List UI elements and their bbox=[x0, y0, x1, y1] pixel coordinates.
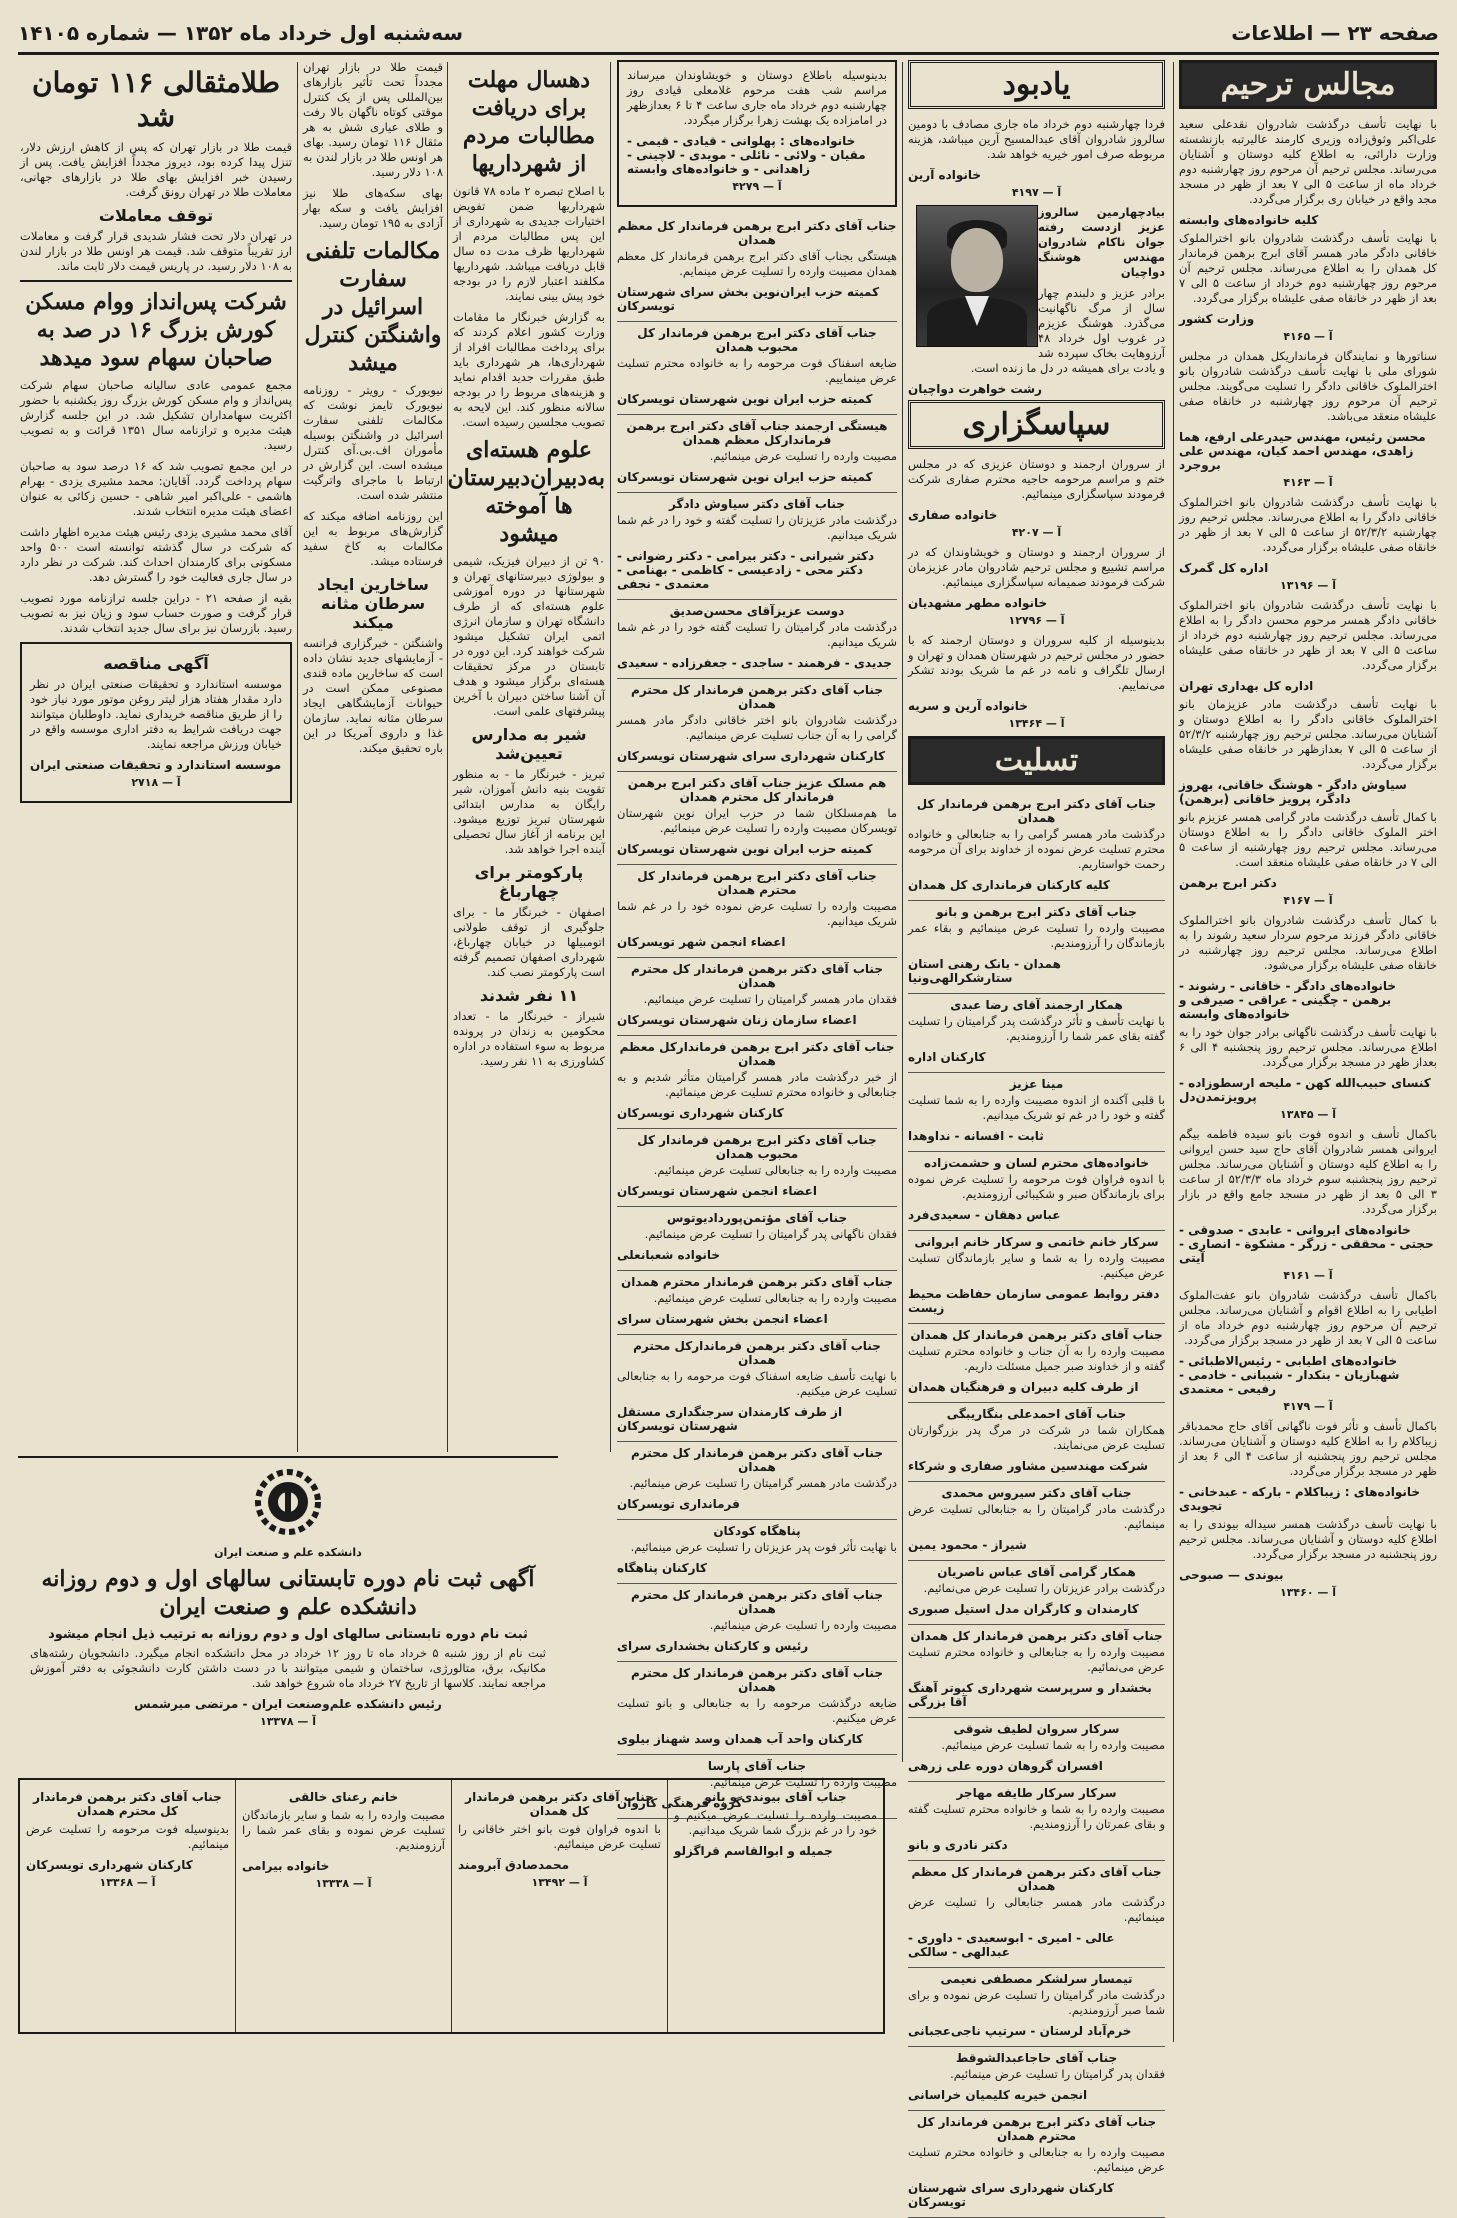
condolence-notice bbox=[908, 1968, 1165, 2047]
condolence-notice bbox=[908, 1073, 1165, 1152]
headline-gold: طلامثقالی ۱۱۶ تومان شد bbox=[32, 66, 280, 133]
notice-code: آ — ۱۳۱۹۶ bbox=[1279, 579, 1336, 592]
condolence-signature: کارکنان واحد آب همدان وسد شهناز بیلوی bbox=[617, 1732, 864, 1746]
column-rule bbox=[1173, 62, 1174, 2042]
portrait-photo bbox=[916, 205, 1038, 347]
condolence-title: جناب آقای دکتر ابرج برهمن فرماندار کل محبوب همدان bbox=[637, 326, 877, 354]
bottom-condolence-row bbox=[18, 1778, 885, 2034]
condolence-notice bbox=[617, 1520, 897, 1584]
notice-signature: سیاوش دادگر - هوشنگ خاقانی، بهروز دادگر، پرویز خاقانی (برهمن) bbox=[1179, 778, 1407, 806]
condolence-notice bbox=[617, 772, 897, 865]
tender-text: موسسه استاندارد و تحقیقات صنعتی ایران در نظر دارد مقدار هفتاد هزار لیتر روغن موتور مورد نیاز خود را از طریق مناقصه خریداری نماید. داوطلبان میتوانند جهت دریافت شرایط به دفتر اداری موسسه واقع در خیابان ورزش مراجعه نمایند. bbox=[30, 677, 282, 751]
condolence-signature: جمیله و ابوالقاسم قراگزلو bbox=[674, 1844, 833, 1858]
condolence-text: همکاران شما در شرکت در مرگ پدر بزرگوارتان تسلیت عرض می‌نمایند. bbox=[908, 1423, 1165, 1452]
condolence-signature: عالی - امیری - ابوسعیدی - داوری - عبدالهی - سالکی bbox=[908, 1931, 1115, 1959]
condolence-notice bbox=[617, 493, 897, 600]
condolence-title: جناب آقای دکتر برهمن فرماندار کل همدان bbox=[910, 1629, 1163, 1643]
notice-text: با نهایت تأسف درگذشت شادروان بانو اخترالملوک خاقانی دادگر همسر مرحوم محسن دادگر را به اطلاع می‌رساند. مجلس ترحیم روز چهارشنبه دوم خرداد از ساعت ۵ الی ۷ بعد از ظهر در خانقاه صفی علیشاه برگزار می‌گردد. bbox=[1179, 598, 1437, 672]
condolence-signature: فرمانداری تویسرکان bbox=[617, 1497, 740, 1511]
notice-signature: اداره کل بهداری تهران bbox=[1179, 679, 1314, 693]
column-news-world bbox=[303, 60, 443, 1450]
university-registration-ad bbox=[18, 1456, 558, 1774]
notice-signature: خانواده‌های : زیبا‌کلام - بارکه - عبدخانی - تجویدی bbox=[1179, 1485, 1421, 1513]
condolence-text: فقدان پدر گرامیتان را تسلیت عرض مینمائیم. bbox=[950, 2067, 1165, 2081]
condolence-notice bbox=[617, 679, 897, 772]
condolence-notice bbox=[908, 901, 1165, 994]
article-text: ۹۰ تن از دبیران فیزیک، شیمی و بیولوژی‌ دبیرستانهای تهران و شهرستانها در دوره آموزشی علوم هسته‌ای که از طرف دانشگاه تهران و سازمان انرژی اتمی ایران تشکیل میشود شرکت خواهند کرد. این دوره در تابستان در مرکز تحقیقات هسته‌ای برگزار میشود و هدف آن آشنا ساختن دبیران با آخرین پیشرفتهای علمی است. bbox=[453, 554, 605, 718]
condolence-notice bbox=[908, 793, 1165, 901]
banner-thanks: سپاسگزاری bbox=[908, 400, 1165, 449]
notice-text: بدینوسیله از کلیه سروران و دوستان ارجمند که با حضور در مجلس ترحیم در شهرستان همدان و تهران و ارسال تلگراف و نامه در غم ما شریک بودند تشکر می‌نماییم. bbox=[908, 633, 1165, 692]
condolence-title: جناب آقای دکتر برهمن فرماندار کل محترم همدان bbox=[631, 683, 883, 711]
condolence-notice bbox=[908, 1625, 1165, 1718]
condolence-text: با قلبی آکنده از اندوه مصیبت وارده را به شما تسلیت گفته و خود را در غم تو شریک میدانیم. bbox=[908, 1093, 1165, 1122]
condolence-notice bbox=[617, 1662, 897, 1755]
article-text: تبریز - خبرنگار ما - به منظور تقویت بنیه دانش آموزان، شیر رایگان به مدارس ابتدائی شهرستان تبریز توزیع میشود. این برنامه از آغاز سال تحصیلی آینده اجرا خواهد شد. bbox=[453, 767, 605, 856]
condolence-title: جناب آقای پارسا bbox=[707, 1759, 807, 1773]
notice-text: فردا چهارشنبه دوم خرداد ماه جاری مصادف با دومین سالروز شادروان آقای عبدالمسیح آرین میباشد، هزینه مربوطه صرف امور خیریه خواهد شد. bbox=[908, 117, 1165, 161]
notice-signature: خانواده‌های : پهلوانی - قیادی - قیمی - مقیان - ولائی - نائلی - مویدی - لاچینی - زاهدانی - و خانواده‌های وابسته bbox=[627, 134, 866, 176]
article-text: آقای محمد مشیری یزدی رئیس هیئت مدیره اظهار داشت که شرکت در سال گذشته توانسته است ۵۰۰ واحد مسکونی برای کارمندان احداث کند. شرکت در نظر دارد در سال جاری فعالیت خود را گسترش دهد. bbox=[20, 525, 292, 584]
condolence-signature: اعضاء انجمن شهرستان تویسرکان bbox=[617, 1184, 817, 1198]
condolence-signature: ثابت - افسانه - نداوهدا bbox=[908, 1129, 1044, 1143]
condolence-text: با اندوه فراوان فوت بانو اختر خاقانی را تسلیت عرض مینمائیم. bbox=[458, 1822, 661, 1851]
condolence-text: مصیبت وارده را تسلیت عرض مینمائیم. bbox=[709, 449, 897, 463]
condolence-signature: جدیدی - فرهمند - ساجدی - جعفرزاده - سعیدی bbox=[617, 656, 892, 670]
condolence-text: مصیبت وارده را تسلیت عرض میکنیم و خود را در غم بزرگ شما شریک میدانیم. bbox=[674, 1808, 877, 1837]
notice-signature: خانواده‌های دادگر - خاقانی - رشوند - برهمن - چگینی - عراقی - صیرفی و خانواده‌های وابسته bbox=[1179, 979, 1397, 1021]
article-text: بهای سکه‌های طلا نیز افزایش یافت و سکه بهار آزادی به ۱۹۵ تومان رسید. bbox=[303, 186, 443, 230]
condolence-text: مصیبت وارده را به جنابعالی تسلیت عرض مینمائیم. bbox=[653, 1163, 897, 1177]
headline-eleven: ۱۱ نفر شدند bbox=[479, 986, 579, 1005]
condolence-title: هم مسلک عزیز جناب آقای دکتر ابرج برهمن فرماندار کل محترم همدان bbox=[627, 776, 887, 804]
condolence-notice bbox=[617, 1129, 897, 1207]
condolence-text: مصیبت وارده را تسلیت عرض مینمائیم و بقاء عمر بازماندگان را آرزومندیم. bbox=[908, 921, 1165, 950]
condolence-signature: کمیته حزب ایران نوین شهرستان تویسرکان bbox=[617, 392, 873, 406]
condolence-signature: رئیس و کارکنان بخشداری سرای bbox=[617, 1639, 809, 1653]
condolence-text: مصیبت وارده را به شما و سایر بازماندگان تسلیت عرض میکنیم. bbox=[908, 1251, 1165, 1280]
condolence-text: با نهایت تأسف ضایعه اسفناک فوت مرحومه را به جنابعالی تسلیت عرض میکنیم. bbox=[617, 1369, 897, 1398]
condolence-title: سرکار خانم خاتمی و سرکار خانم ابروانی bbox=[914, 1235, 1159, 1249]
tender-ad bbox=[20, 642, 292, 803]
condolence-text: ضایعه درگذشت مرحومه را به جنابعالی و بانو تسلیت عرض میکنیم. bbox=[617, 1696, 897, 1725]
condolence-text: فقدان مادر همسر گرامیتان را تسلیت عرض مینمائیم. bbox=[643, 992, 897, 1006]
condolence-text: درگذشت مادر عزیزتان را تسلیت گفته و خود را در غم شما شریک میدانیم. bbox=[617, 513, 897, 542]
condolence-title: جناب آقای دکتر برهمن فرماندار کل همدان bbox=[465, 1790, 654, 1818]
notice-text: با نهایت تأسف درگذشت شادروان بانو اخترالملوک خاقانی دادگر را به اطلاع می‌رساند. مجلس ترحیم روز چهارشنبه ۵۲/۳/۲ از ساعت ۵ الی ۷ بعد از ظهر در خانقاه صفی علیشاه برگزار می‌گردد. bbox=[1179, 495, 1437, 554]
condolence-signature: خرم‌آباد لرستان - سرتیپ ناجی‌عجبانی bbox=[908, 2024, 1132, 2038]
registration-subhead: ثبت نام دوره تابستانی سالهای اول و دوم روزانه به ترتیب ذیل انجام میشود bbox=[48, 1627, 528, 1642]
notice-signature: خانواده صفاری bbox=[908, 508, 998, 522]
condolence-signature: خانواده شعبانعلی bbox=[617, 1248, 721, 1262]
condolence-signature: افسران گروهان دوره علی زرهی bbox=[908, 1759, 1103, 1773]
condolence-title: جناب آقای احمدعلی بنگاریبگی bbox=[946, 1407, 1127, 1421]
condolence-notice bbox=[617, 415, 897, 493]
notice-text: از سروران ارجمند و دوستان عزیزی که در مجلس ختم و مراسم مرحومه حاجیه محترم صفاری شرکت فرمودند سپاسگزاری مینمائیم. bbox=[908, 457, 1165, 501]
condolence-title: جناب آقای دکتر ابرج برهمن و بانو bbox=[936, 905, 1137, 919]
notice-text: برادر عزیز و دلبندم چهار سال از مرگ ناگهانیت می‌گذرد. هوشنگ عزیزم در غروب اول خرداد ۴۸ آرزوهایت بخاک سپرده شد و یادت برای همیشه در دل ما زنده است. bbox=[970, 286, 1165, 375]
condolence-title: سرکار سروان لطیف شوقی bbox=[953, 1722, 1120, 1736]
condolence-signature: کارکنان شهرداری سرای شهرستان تویسرکان bbox=[908, 2181, 1114, 2209]
condolence-title: جناب آقای دکتر ابرج برهمن فرماندار کل همدان bbox=[916, 797, 1157, 825]
registration-text: ثبت نام از روز شنبه ۵ خرداد ماه تا روز ۱۲ خرداد در محل دانشکده انجام میگیرد. دانشجویان رشته‌های مکانیک، برق، متالورژی، ساختمان و شیمی میتوانند با در دست داشتن کارت دانشجوئی به دفتر آموزش مراجعه نمایند. کلاسها از تاریخ ۲۷ خرداد ماه شروع خواهد شد. bbox=[30, 1646, 546, 1690]
page-header bbox=[18, 14, 1439, 55]
condolence-notice bbox=[617, 958, 897, 1036]
column-mourning bbox=[1179, 60, 1437, 2035]
article-text: نیویورک - رویتر - روزنامه نیویورک تایمز نوشت که مکالمات تلفنی سفارت اسرائیل در واشنگتن بوسیله مأموران اف.بی.آی کنترل میشده است. این گزارش در ارتباط با ماجرای واترگیت منتشر شده است. bbox=[303, 383, 443, 502]
article-text: به گزارش خبرنگار ما مقامات وزارت کشور اعلام کردند که برای پرداخت مطالبات افراد از شهرداری‌ها، هر شهرداری باید طبق مقررات جدید اقدام نماید و هزینه‌های مربوط را در بودجه سالانه منظور کند. این لایحه به تصویب مجلسین رسیده است. bbox=[453, 310, 605, 429]
condolence-signature: همدان - بانک رهنی استان ستارشکرالهی‌ونیا bbox=[908, 957, 1061, 985]
notice-text: باکمال تأسف و اندوه فوت بانو سیده فاطمه بیگم ایروانی همسر شادروان آقای حاج سید حسن ایروانی را به اطلاع کلیه دوستان و آشنایان می‌رساند. مجلس ترحیم روز پنجشنبه سوم خرداد ماه ۵۲/۳/۳ از ساعت ۳ الی ۵ بعد از ظهر در مسجد جامع واقع در بازار برگزار می‌گردد. bbox=[1179, 1127, 1437, 1216]
condolence-text: درگذشت مادر گرامیتان را به جنابعالی تسلیت عرض مینمائیم. bbox=[908, 1502, 1165, 1531]
condolence-title: جناب آقای دکتر برهمن فرماندار کل محترم همدان bbox=[631, 962, 883, 990]
headline-municipal: دهسال مهلت برای دریافت مطالبات مردم از شهرداریها bbox=[462, 67, 596, 177]
condolence-title: جناب آقای دکتر برهمن فرماندار کل همدان bbox=[910, 1328, 1163, 1342]
notice-code: آ — ۴۱۶۱ bbox=[1283, 1269, 1333, 1282]
notice-signature: خانواده‌های ایروانی - عابدی - صدوقی - حجتی - محققی - زرگر - مشکوة - انصاری - آیتی bbox=[1179, 1223, 1434, 1265]
column-rule bbox=[610, 62, 611, 1452]
condolence-notice bbox=[908, 1324, 1165, 1403]
article-text: شیراز - خبرنگار ما - تعداد محکومین به زندان در پرونده مربوط به سوء استفاده در اداره کشاورزی به ۱۱ نفر رسید. bbox=[453, 1009, 605, 1068]
notice-code: آ — ۴۱۶۳ bbox=[1283, 476, 1333, 489]
headline-nuclear: علوم هسته‌ای به‌دبیران‌دبیرستان ها آموخته میشود bbox=[447, 437, 605, 547]
condolence-text: درگذشت مادر همسر جنابعالی را تسلیت عرض مینمائیم. bbox=[908, 1895, 1165, 1924]
condolence-text: از خبر درگذشت مادر همسر گرامیتان متأثر شدیم و به جنابعالی و خانواده محترم تسلیت عرض مینمائیم. bbox=[617, 1070, 897, 1099]
condolence-title: جناب آقای بیوندی و بانو bbox=[704, 1790, 847, 1804]
article-text: در تهران دلار تحت فشار شدیدی قرار گرفت و معاملات ارز تقریباً متوقف شد. قیمت هر اونس طلا در بازار لندن به ۱۰۸ دلار رسید. در پاریس قیمت دلار ثابت ماند. bbox=[20, 229, 292, 273]
condolence-notice bbox=[908, 1403, 1165, 1482]
headline-cyrus-savings: شرکت پس‌انداز ووام مسکن کورش بزرگ ۱۶ در صد به صاحبان سهام سود میدهد bbox=[20, 280, 292, 372]
condolence-title: جناب آقای دکتر برهمن فرماندار محترم همدان bbox=[621, 1275, 893, 1289]
banner-condolence: تسلیت bbox=[908, 736, 1165, 785]
condolence-title: مینا عزیز bbox=[1009, 1077, 1064, 1091]
condolence-text: با اندوه فراوان فوت مرحومه را تسلیت عرض نموده برای بازماندگان صبر و شکیبائی آرزومندیم. bbox=[908, 1172, 1165, 1201]
notice-text: باکمال تأسف درگذشت شادروان بانو عفت‌الملوک اطیابی را به اطلاع اقوام و آشنایان می‌رساند. مجلس ترحیم آن مرحوم روز چهارشنبه دوم خرداد ماه از ساعت ۵ الی ۷ بعد از ظهر در مسجد برگزار می‌گردد. bbox=[1179, 1288, 1437, 1347]
condolence-title: جناب آقای دکتر سیاوش دادگر bbox=[669, 497, 845, 511]
memorial-photo-notice bbox=[908, 205, 1165, 376]
condolence-title: جناب آقای دکتر برهمن فرماندار کل معظم همدان bbox=[911, 1865, 1162, 1893]
headline-israel-embassy: مکالمات تلفنی سفارت اسرائیل در واشنگتن کنترل میشد bbox=[304, 238, 442, 376]
seventh-night-notice bbox=[617, 60, 897, 207]
condolence-title: خانم رعنای خالقی bbox=[288, 1790, 399, 1804]
condolence-title: جناب آقای مؤتمن‌پوردادیوتوس bbox=[666, 1211, 848, 1225]
condolence-text: فقدان ناگهانی پدر گرامیتان را تسلیت عرض مینمائیم. bbox=[644, 1227, 897, 1241]
condolence-notice bbox=[617, 865, 897, 958]
condolence-text: مصیبت وارده را به آن جناب و خانواده محترم تسلیت گفته و از خداوند صبر جمیل مسئلت داریم. bbox=[908, 1344, 1165, 1373]
condolence-notice bbox=[908, 1782, 1165, 1861]
condolence-signature: بخشدار و سرپرست شهرداری کبوتر آهنگ آقا بزرگی bbox=[908, 1681, 1152, 1709]
banner-mourning: مجالس ترحیم bbox=[1179, 60, 1437, 109]
condolence-title: جناب آقای دکتر ابرج برهمن فرماندار کل محترم همدان bbox=[916, 2115, 1157, 2143]
gear-emblem-icon bbox=[252, 1466, 324, 1538]
notice-text: با کمال تأسف درگذشت مادر گرامی همسر عزیزم بانو اختر الملوک خاقانی دادگر را به اطلاع دوستان می‌رساند. مجلس ترحیم روز چهارشنبه از ساعت ۵ الی ۷ در خانقاه صفی علیشاه منعقد است. bbox=[1179, 810, 1437, 869]
condolence-text: ضایعه اسفناک فوت مرحومه را به خانواده محترم تسلیت عرض مینماییم. bbox=[617, 356, 897, 385]
condolence-notice bbox=[908, 1482, 1165, 1561]
notice-signature: خانواده مطهر مشهدیان bbox=[908, 596, 1048, 610]
notice-code: آ — ۱۲۷۹۶ bbox=[1008, 614, 1065, 627]
condolence-title: جناب آقای حاجاعبدالشوقط bbox=[955, 2051, 1118, 2065]
condolence-text: درگذشت شادروان بانو اختر خاقانی دادگر مادر همسر گرامی را به آن جناب تسلیت عرض مینمائیم. bbox=[617, 713, 897, 742]
notice-signature: دکتر ابرج برهمن bbox=[1179, 876, 1277, 890]
condolence-signature: انجمن خیریه کلیمیان خراسانی bbox=[908, 2088, 1088, 2102]
condolence-title: هیستگی ارجمند جناب آقای دکتر ابرج برهمن فرماندارکل معظم همدان bbox=[626, 419, 888, 447]
condolence-text: مصیبت وارده را به شما و سایر بازماندگان تسلیت عرض نموده و بقای عمر شما را آرزومندیم. bbox=[242, 1808, 445, 1852]
condolence-signature: دفتر روابط عمومی سازمان حفاظت محیط زیست bbox=[908, 1287, 1160, 1315]
condolence-text: بدینوسیله فوت مرحومه را تسلیت عرض مینمائیم. bbox=[26, 1822, 229, 1851]
condolence-notice bbox=[908, 2111, 1165, 2218]
logo-caption: دانشکده علم و صنعت ایران bbox=[214, 1546, 362, 1559]
column-memorial bbox=[908, 60, 1165, 2209]
condolence-title: جناب آقای دکتر برهمن فرماندار کل محترم همدان bbox=[631, 1588, 883, 1616]
condolence-text: ما هم‌مسلکان شما در حزب ایران نوین شهرستان تویسرکان مصیبت وارده را تسلیت عرض مینمائیم. bbox=[617, 806, 897, 835]
condolence-signature: از طرف کارمندان سرجنگداری مستقل شهرستان تویسرکان bbox=[617, 1405, 843, 1433]
condolence-title: جناب آقای دکتر سیروس محمدی bbox=[941, 1486, 1132, 1500]
condolence-text: مصیبت وارده را به شما تسلیت عرض مینمائیم. bbox=[941, 1738, 1165, 1752]
condolence-list bbox=[617, 215, 897, 1819]
condolence-title: جناب آقای دکتر ابرج برهمن فرماندار کل معظم همدان bbox=[617, 219, 897, 247]
notice-code: آ — ۴۲۰۷ bbox=[1011, 526, 1062, 539]
condolence-text: درگذشت مادر همسر گرامی را به جنابعالی و خانواده محترم تسلیت عرض نموده از خداوند برای آن مرحومه رحمت خواستاریم. bbox=[908, 827, 1165, 871]
banner-memorial: یادبود bbox=[908, 60, 1165, 109]
condolence-signature: گروه فرهنگی کاروان bbox=[617, 1796, 743, 1810]
column-rule bbox=[447, 62, 448, 1452]
condolence-notice bbox=[908, 994, 1165, 1073]
notice-signature: کنسای حبیب‌الله کهن - ملیحه ارسطوزاده - پرویز‌تمدن‌دل bbox=[1179, 1076, 1431, 1104]
article-text: این روزنامه اضافه میکند که گزارش‌های مربوط به این مکالمات به کاخ سفید فرستاده میشد. bbox=[303, 509, 443, 568]
notice-text: با نهایت تأسف درگذشت مادر عزیزمان بانو اخترالملوک خاقانی دادگر را به اطلاع دوستان و آشنایان می‌رساند. مجلس ترحیم روز چهارشنبه ۵۲/۳/۲ از ساعت ۵ الی ۷ بعدازظهر در خانقاه صفی علیشاه برگزار می‌گردد. bbox=[1179, 697, 1437, 771]
tender-code: آ — ۲۷۱۸ bbox=[131, 776, 181, 789]
bottom-condolence bbox=[20, 1780, 235, 2032]
condolence-signature: کلیه کارکنان فرمانداری کل همدان bbox=[908, 878, 1110, 892]
condolence-notice bbox=[617, 215, 897, 322]
article-text: مجمع عمومی عادی سالیانه صاحبان سهام شرکت پس‌انداز و وام مسکن کورش بزرگ روز یکشنبه با حضور اکثریت سهامداران تشکیل شد. در این جلسه گزارش هیئت مدیره و ترازنامه سال ۱۳۵۱ قرائت و به تصویب رسید. bbox=[20, 378, 292, 452]
condolence-title: تیمسار سرلشکر مصطفی نعیمی bbox=[940, 1972, 1133, 1986]
article-text: در این مجمع تصویب شد که ۱۶ درصد سود به صاحبان سهام پرداخت گردد. آقایان: محمد مشیری یزدی - بهرام هاشمی - علی‌اکبر امیر شاهی - حسین زکائی به عنوان اعضای هیئت مدیره انتخاب شدند. bbox=[20, 459, 292, 518]
notice-code: آ — ۴۱۹۷ bbox=[1011, 186, 1062, 199]
condolence-title: پناهگاه کودکان bbox=[713, 1524, 801, 1538]
condolence-signature: کمیته حزب ایران‌نوین بخش سرای شهرستان تویسرکان bbox=[617, 285, 880, 313]
condolence-notice bbox=[617, 600, 897, 679]
notice-signature: وزارت کشور bbox=[1179, 312, 1255, 326]
condolence-signature: از طرف کلیه دبیران و فرهنگیان همدان bbox=[908, 1380, 1139, 1394]
condolence-signature: دکتر نادری و بانو bbox=[908, 1838, 1008, 1852]
notice-text: سناتورها و نمایندگان فرمانداریکل همدان در مجلس شورای ملی با نهایت تأسف درگذشت شادروان بانو اخترالملوک خاقانی دادگر را تسلیت می‌گویند. مجلس ترحیم آن مرحوم روز چهارشنبه در خانقاه صفی علیشاه منعقد می‌باشد. bbox=[1179, 349, 1437, 423]
condolence-signature: کارکنان اداره bbox=[908, 1050, 986, 1064]
condolence-text: درگذشت مادر همسر گرامیتان را تسلیت عرض مینمائیم. bbox=[629, 1476, 897, 1490]
condolence-text: با نهایت تأثر فوت پدر عزیزتان را تسلیت عرض مینمائیم. bbox=[630, 1540, 897, 1554]
condolence-title: سرکار سرکار طایفه مهاجر bbox=[956, 1786, 1117, 1800]
condolence-notice bbox=[617, 1335, 897, 1442]
condolence-notice bbox=[908, 1152, 1165, 1231]
condolence-text: درگذشت مادر گرامیتان را تسلیت گفته خود را در غم شما شریک میدانیم. bbox=[617, 620, 897, 649]
condolence-notice bbox=[908, 2047, 1165, 2111]
condolence-title: جناب آقای دکتر برهمن فرماندار کل محترم همدان bbox=[33, 1790, 222, 1818]
condolence-signature: دکتر شیرانی - دکتر بیرامی - دکتر رضوانی - دکتر محی - زادعیسی - کاظمی - بهنامی - معتمدی - نجفی bbox=[617, 549, 875, 591]
condolence-text: با نهایت تأسف و تأثر درگذشت پدر گرامیتان را تسلیت گفته بقای عمر شما را آرزومندیم. bbox=[908, 1014, 1165, 1043]
subhead-halt: توقف معاملات bbox=[98, 206, 214, 225]
notice-signature: رشت خواهرت دواچیان bbox=[908, 382, 1042, 396]
headline-saccharin: ساخارین ایجاد سرطان مثانه میکند bbox=[317, 575, 429, 632]
condolence-signature: اعضاء سازمان زنان شهرستان تویسرکان bbox=[617, 1013, 857, 1027]
notice-signature: اداره کل گمرک bbox=[1179, 561, 1269, 575]
condolence-title: جناب آقای دکتر ابرج برهمن فرماندارکل معظم همدان bbox=[619, 1040, 895, 1068]
condolence-signature: کمیته حزب ایران نوین شهرستان تویسرکان bbox=[617, 470, 873, 484]
article-text: اصفهان - خبرنگار ما - برای جلوگیری از توقف طولانی اتومبیلها در خیابان چهارباغ، شهرداری اصفهان تصمیم گرفته است پارکومتر نصب کند. bbox=[453, 905, 605, 979]
condolence-signature: اعضاء انجمن بخش شهرستان سرای bbox=[617, 1312, 828, 1326]
article-text: قیمت طلا در بازار تهران مجدداً تحت تأثیر بازارهای بین‌المللی پس از یک کنترل موقتی کوتاه ناگهان بالا رفت و طلای عیاری شش به هر مثقال ۱۱۶ تومان رسید. بهای هر اونس طلا در بازار لندن به ۱۰۸ دلار رسید. bbox=[303, 60, 444, 179]
notice-text: با نهایت تأسف درگذشت شادروان نقدعلی سعید علی‌اکبر وثوق‌زاده وزیری کارمند عالیرتبه بازنشسته وزارت دارائی، به اطلاع کلیه دوستان و آشنایان می‌رساند. مجلس ترحیم آن مرحوم روز چهارشنبه دوم خرداد ماه از ساعت ۵ الی ۷ بعد از ظهر در مسجد مجد واقع در خیابان ری برگزار می‌گردد. bbox=[1179, 117, 1437, 206]
condolence-title: دوست عزیزآقای محسن‌صدیق bbox=[669, 604, 845, 618]
condolence-title: همکار ارجمند آقای رضا عبدی bbox=[950, 998, 1123, 1012]
condolence-signature: اعضاء انجمن شهر تویسرکان bbox=[617, 935, 786, 949]
condolence-code: آ — ۱۳۳۶۸ bbox=[99, 1876, 156, 1889]
article-text: با اصلاح تبصره ۲ ماده ۷۸ قانون شهرداریها ضمن تفویض اختیارات جدیدی به شهرداری از این پس مطالبات مردم از شهرداریها ظرف مدت ده سال قابل دریافت میباشد. شهرداریها مکلفند اعتبار لازم را در بودجه خود پیش بینی نمایند. bbox=[453, 184, 606, 303]
condolence-notice bbox=[908, 1231, 1165, 1324]
condolence-notice bbox=[908, 1861, 1165, 1968]
notice-code: آ — ۴۲۷۹ bbox=[732, 180, 782, 193]
condolence-code: آ — ۱۳۴۹۲ bbox=[531, 1876, 588, 1889]
column-news-finance bbox=[20, 60, 292, 1450]
tender-title: آگهی مناقصه bbox=[103, 654, 209, 673]
condolence-text: مصیبت وارده را به جنابعالی و خانواده محترم تسلیت عرض مینمائیم. bbox=[908, 2145, 1165, 2174]
column-rule bbox=[902, 62, 903, 1762]
condolence-title: همکار گرامی آقای عباس ناصریان bbox=[937, 1565, 1136, 1579]
registration-signature: رئیس دانشکده علم‌وصنعت ایران - مرتضی میرشمس bbox=[134, 1697, 442, 1711]
notice-code: آ — ۱۳۴۶۰ bbox=[1279, 1586, 1336, 1599]
header-page: صفحه ۲۳ — اطلاعات bbox=[1231, 21, 1439, 45]
condolence-notice bbox=[617, 1584, 897, 1662]
condolence-signature: کارکنان پناهگاه bbox=[617, 1561, 707, 1575]
bottom-condolence bbox=[667, 1780, 883, 2032]
condolence-signature: محمدصادق آبرومند bbox=[458, 1858, 570, 1872]
condolence-code: آ — ۱۳۳۳۸ bbox=[315, 1877, 372, 1890]
condolence-title: جناب آقای دکتر برهمن فرماندارکل محترم همدان bbox=[633, 1339, 881, 1367]
condolence-notice bbox=[908, 1718, 1165, 1782]
condolence-notice bbox=[617, 322, 897, 415]
condolence-text: مصیبت وارده را به جنابعالی و خانواده محترم تسلیت عرض می‌نمائیم. bbox=[908, 1645, 1165, 1674]
notice-text: با کمال تأسف درگذشت شادروان بانو اخترالملوک خاقانی دادگر فرزند مرحوم سردار سعید رشوند را به اطلاع می‌رساند. مجلس ترحیم روز چهارشنبه در خانقاه صفی علیشاه برگزار می‌شود. bbox=[1179, 913, 1437, 972]
condolence-title: جناب آقای دکتر ابرج برهمن فرماندار کل محبوب همدان bbox=[637, 1133, 877, 1161]
condolence-signature: کارکنان شهرداری تویسرکان bbox=[617, 1106, 784, 1120]
notice-signature: خانواده‌های اطیابی - رئیس‌الاطبائی - شهبازیان - بنکدار - شیبانی - خادمی - رفیعی - معتمدی bbox=[1179, 1354, 1400, 1396]
condolence-text: هیستگی بجناب آقای دکتر ابرج برهمن فرماندار کل معظم همدان مصیبت وارده را تسلیت عرض مینمایم. bbox=[617, 249, 897, 278]
notice-text: با نهایت تأسف درگذشت شادروان بانو اخترالملوک خاقانی دادگر مادر همسر آقای ابرج برهمن فرماندار کل همدان را به اطلاع می‌رساند. مجلس ترحیم آن مرحوم روز چهارشنبه دوم خرداد از ساعت ۵ الی ۷ بعد از ظهر در خانقاه صفی علیشاه برگزار می‌گردد. bbox=[1179, 231, 1437, 305]
university-logo bbox=[252, 1466, 324, 1538]
article-text: قیمت طلا در بازار تهران که پس از کاهش ارزش دلار، تنزل پیدا کرده بود، دیروز مجدداً افزایش یافت. پس از رسیدن خبر افزایش بهای طلا در بازارهای جهانی، معاملات طلا در تهران رونق گرفت. bbox=[20, 140, 292, 199]
notice-text: از سروران ارجمند و دوستان و خویشاوندان که در مراسم تشییع و مجلس ترحیم شادروان مادر عزیزمان شرکت فرمودند صمیمانه سپاسگزاری مینمائیم. bbox=[908, 545, 1165, 589]
article-text: بقیه از صفحه ۲۱ - دراین جلسه ترازنامه مورد تصویب قرار گرفت و صورت حساب سود و زیان نیز به تصویب رسید. بازرسان نیز برای سال جدید انتخاب شدند. bbox=[20, 591, 292, 635]
condolence-text: مصیبت وارده را تسلیت عرض مینمائیم. bbox=[709, 1775, 897, 1789]
notice-code: آ — ۱۳۸۴۵ bbox=[1279, 1108, 1336, 1121]
condolence-text: مصیبت وارده را تسلیت عرض مینمائیم. bbox=[709, 1618, 897, 1632]
condolence-signature: کارکنان شهرداری سرای شهرستان تویسرکان bbox=[617, 749, 886, 763]
notice-signature: محسن رئیس، مهندس حیدرعلی ارفع، هما زاهدی، مهندس احمد کیان، مهندس علی بروجرد bbox=[1179, 430, 1426, 472]
condolence-signature: خانواده بیرامی bbox=[242, 1859, 330, 1873]
notice-code: آ — ۴۱۶۷ bbox=[1283, 894, 1333, 907]
header-date: سه‌شنبه اول خرداد ماه ۱۳۵۲ — شماره ۱۴۱۰۵ bbox=[18, 21, 464, 45]
condolence-text: مصیبت وارده را به جنابعالی تسلیت عرض مینمائیم. bbox=[653, 1291, 897, 1305]
condolence-text: درگذشت برادر عزیزتان را تسلیت عرض می‌نمائیم. bbox=[923, 1581, 1165, 1595]
tender-signature: موسسه استاندارد و تحقیقات صنعتی ایران bbox=[30, 758, 282, 772]
condolence-signature: شرکت مهندسین مشاور صفاری و شرکاء bbox=[908, 1459, 1149, 1473]
notice-code: آ — ۴۱۶۵ bbox=[1283, 330, 1333, 343]
registration-code: آ — ۱۳۳۷۸ bbox=[259, 1715, 316, 1728]
bottom-condolence bbox=[235, 1780, 451, 2032]
condolence-notice bbox=[617, 1036, 897, 1129]
condolence-signature: شیراز - محمود یمین bbox=[908, 1538, 1027, 1552]
notice-signature: خانواده آرین bbox=[908, 168, 982, 182]
article-text: واشنگتن - خبرگزاری فرانسه - آزمایشهای جدید نشان داده است که ساخارین ماده قندی مصنوعی ممکن است در حیوانات آزمایشگاهی ایجاد سرطان مثانه نماید. سازمان غذا و داروی آمریکا در این باره تحقیق میکند. bbox=[303, 636, 443, 755]
notice-text: باکمال تأسف و تأثر فوت ناگهانی آقای حاج محمدباقر زیبا‌کلام را به اطلاع کلیه دوستان و آشنایان می‌رساند. مجلس ترحیم روز پنجشنبه از ساعت ۴ الی ۶ بعد از ظهر در مسجد برگزار می‌گردد. bbox=[1179, 1419, 1437, 1478]
condolence-notice bbox=[617, 1207, 897, 1271]
headline-milk: شیر به مدارس تعیین‌شد bbox=[471, 725, 587, 763]
condolence-text: مصیبت وارده را به شما و خانواده محترم تسلیت گفته و بقای عمرتان را آرزومندیم. bbox=[908, 1802, 1165, 1831]
notice-code: آ — ۴۱۷۹ bbox=[1283, 1400, 1333, 1413]
condolence-list bbox=[908, 793, 1165, 2218]
notice-signature: خانواده آرین و سریه bbox=[908, 699, 1028, 713]
condolence-title: جناب آقای دکتر برهمن فرماندار کل محترم همدان bbox=[631, 1446, 883, 1474]
notice-signature: بیوندی — صبوحی bbox=[1179, 1568, 1284, 1582]
notice-code: آ — ۱۳۴۶۴ bbox=[1008, 717, 1065, 730]
condolence-notice bbox=[908, 1561, 1165, 1625]
headline-parking: پارکومتر برای چهارباغ bbox=[474, 863, 584, 901]
condolence-signature: کمیته حزب ایران نوین شهرستان تویسرکان bbox=[617, 842, 873, 856]
notice-text: با نهایت تأسف درگذشت همسر سیداله بیوندی را به اطلاع کلیه دوستان و آشنایان می‌رساند. مجلس ترحیم روز پنجشنبه در مسجد برگزار می‌گردد. bbox=[1179, 1517, 1437, 1561]
condolence-title: خانواده‌های محترم لسان و حشمت‌زاده bbox=[923, 1156, 1150, 1170]
bottom-condolence bbox=[451, 1780, 667, 2032]
condolence-signature: کارمندان و کارگران مدل استیل صبوری bbox=[908, 1602, 1139, 1616]
notice-text: بدینوسیله باطلاع دوستان و خویشاوندان میرساند مراسم شب هفت مرحوم غلامعلی قیادی روز چهارشنبه دوم خرداد ماه جاری ساعت ۴ تا ۶ بعدازظهر در امامزاده یک بهشت زهرا برگزار میگردد. bbox=[627, 68, 887, 127]
notice-text: با نهایت تأسف درگذشت ناگهانی برادر جوان خود را به اطلاع می‌رساند. مجلس ترحیم روز پنجشنبه ۴ الی ۶ بعداز ظهر در مسجد برگزار می‌گردد. bbox=[1179, 1025, 1437, 1069]
condolence-title: جناب آقای دکتر ابرج برهمن فرماندار کل محترم همدان bbox=[637, 869, 877, 897]
column-news-municipal bbox=[447, 60, 606, 1450]
notice-title: بیادچهارمین سالروز عزیز ازدست رفته جوان ناکام شادروان مهندس هوشنگ دواچیان bbox=[1038, 205, 1165, 279]
condolence-notice bbox=[617, 1442, 897, 1520]
condolence-signature: عباس دهقان - سعیدی‌فرد bbox=[908, 1208, 1061, 1222]
condolence-title: جناب آقای دکتر برهمن فرماندار کل محترم همدان bbox=[631, 1666, 883, 1694]
condolence-signature: کارکنان شهرداری تویسرکان bbox=[26, 1858, 193, 1872]
condolence-notice bbox=[617, 1271, 897, 1335]
notice-signature: کلیه خانواده‌های وابسته bbox=[1179, 213, 1319, 227]
condolence-text: درگذشت مادر گرامیتان را تسلیت عرض نموده و برای شما صبر آرزومندیم. bbox=[908, 1988, 1165, 2017]
column-rule bbox=[297, 62, 298, 1452]
registration-headline: آگهی ثبت نام دوره تابستانی سالهای اول و دوم روزانه دانشکده علم و صنعت ایران bbox=[41, 1566, 535, 1620]
condolence-text: مصیبت وارده را تسلیت عرض نموده خود را در غم شما شریک میدانیم. bbox=[617, 899, 897, 928]
